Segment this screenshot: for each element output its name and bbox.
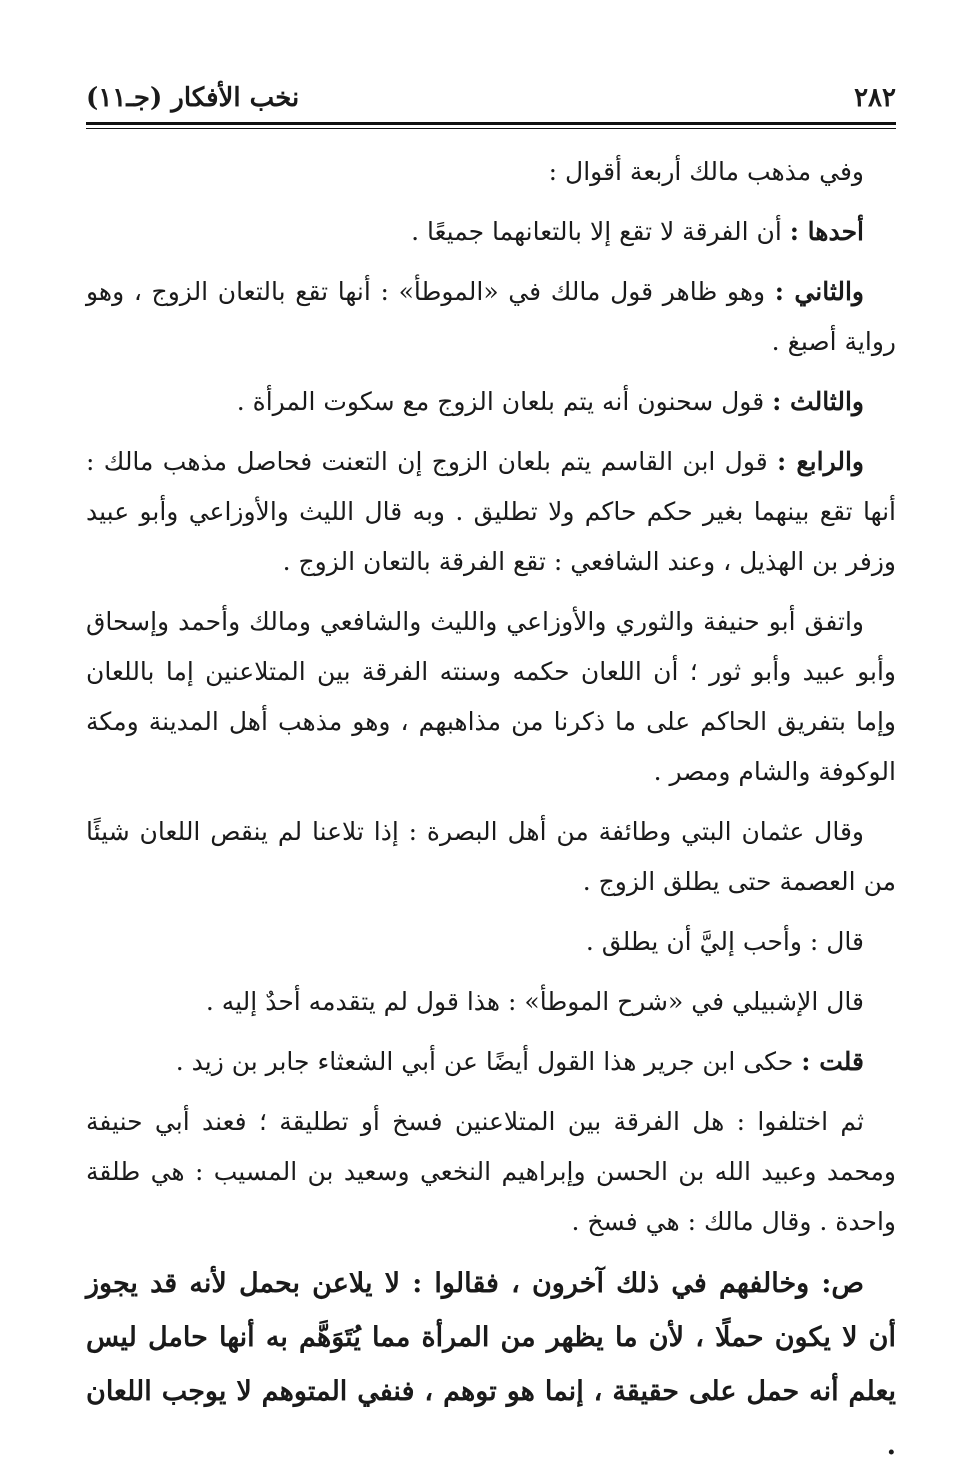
paragraph [86,1097,896,1247]
paragraph-text: قال الإشبيلي في «شرح الموطأ» : هذا قول لم يتقدمه أحدٌ إليه . [205,987,864,1016]
paragraph-term: أحدها : [789,217,864,246]
paragraph-text: وقال عثمان البتي وطائفة من أهل البصرة : إذا تلاعنا لم ينقص اللعان شيئًا من العصمة حتى يطلق الزوج . [86,817,896,896]
paragraph-text: قال : وأحب إليَّ أن يطلق . [585,927,864,956]
paragraph-text: قول سحنون أنه يتم بلعان الزوج مع سكوت المرأة . [236,387,773,416]
header-rule [86,122,896,129]
paragraph [86,597,896,797]
matn-block [86,1257,896,1473]
paragraph-term: والرابع : [777,447,864,476]
paragraph-text: وفي مذهب مالك أربعة أقوال : [548,157,864,186]
paragraph [86,207,896,257]
paragraph-term: والثالث : [772,387,864,416]
paragraph [86,917,896,967]
paragraph-text: واتفق أبو حنيفة والثوري والأوزاعي والليث والشافعي ومالك وأحمد وإسحاق وأبو عبيد وأبو ثور ؛ أن اللعان حكمه وسنته الفرقة بين المتلاعنين إما باللعان وإما بتفريق الحاكم على ما ذكرنا من مذاهبهم ، وهو مذهب أهل المدينة ومكة الوكوفة والشام ومصر . [86,607,897,786]
book-title: نخب الأفكار (جـ١١) [86,83,300,113]
page-body [86,147,896,1473]
paragraph [86,377,896,427]
paragraph-text: وهو ظاهر قول مالك في «الموطأ» : أنها تقع بالتعان الزوج ، وهو رواية أصبغ . [86,277,896,356]
page-header [86,78,896,118]
page-number: ٢٨٢ [854,83,896,113]
book-page [86,78,897,1461]
paragraph [86,807,896,907]
paragraph [86,977,896,1027]
matn-text: ص: وخالفهم في ذلك آخرون ، فقالوا : لا يلاعن بحمل لأنه قد يجوز أن لا يكون حملًا ، لأن ما يظهر من المرأة مما يُتَوَهَّم به أنها حامل ليس يعلم أنه حمل على حقيقة ، إنما هو توهم ، فنفي المتوهم لا يوجب اللعان . [86,1268,896,1461]
paragraph-text: حكى ابن جرير هذا القول أيضًا عن أبي الشعثاء جابر بن زيد . [175,1047,802,1076]
paragraph-text: قول ابن القاسم يتم بلعان الزوج إن التعنت فحاصل مذهب مالك : أنها تقع بينهما بغير حكم حاكم ولا تطليق . وبه قال الليث والأوزاعي وأبو عبيد وزفر بن الهذيل ، وعند الشافعي : تقع الفرقة بالتعان الزوج . [86,447,896,576]
paragraph-term: قلت : [801,1047,864,1076]
paragraph-text: أن الفرقة لا تقع إلا بالتعانهما جميعًا . [411,217,790,246]
paragraph-text: ثم اختلفوا : هل الفرقة بين المتلاعنين فسخ أو تطليقة ؛ فعند أبي حنيفة ومحمد وعبيد الله بن الحسن وإبراهيم النخعي وسعيد بن المسيب : هي طلقة واحدة . وقال مالك : هي فسخ . [86,1107,896,1236]
paragraph-term: والثاني : [774,277,865,306]
paragraph [86,1037,896,1087]
paragraph [86,437,896,587]
paragraph [86,267,896,367]
paragraph [86,147,896,197]
